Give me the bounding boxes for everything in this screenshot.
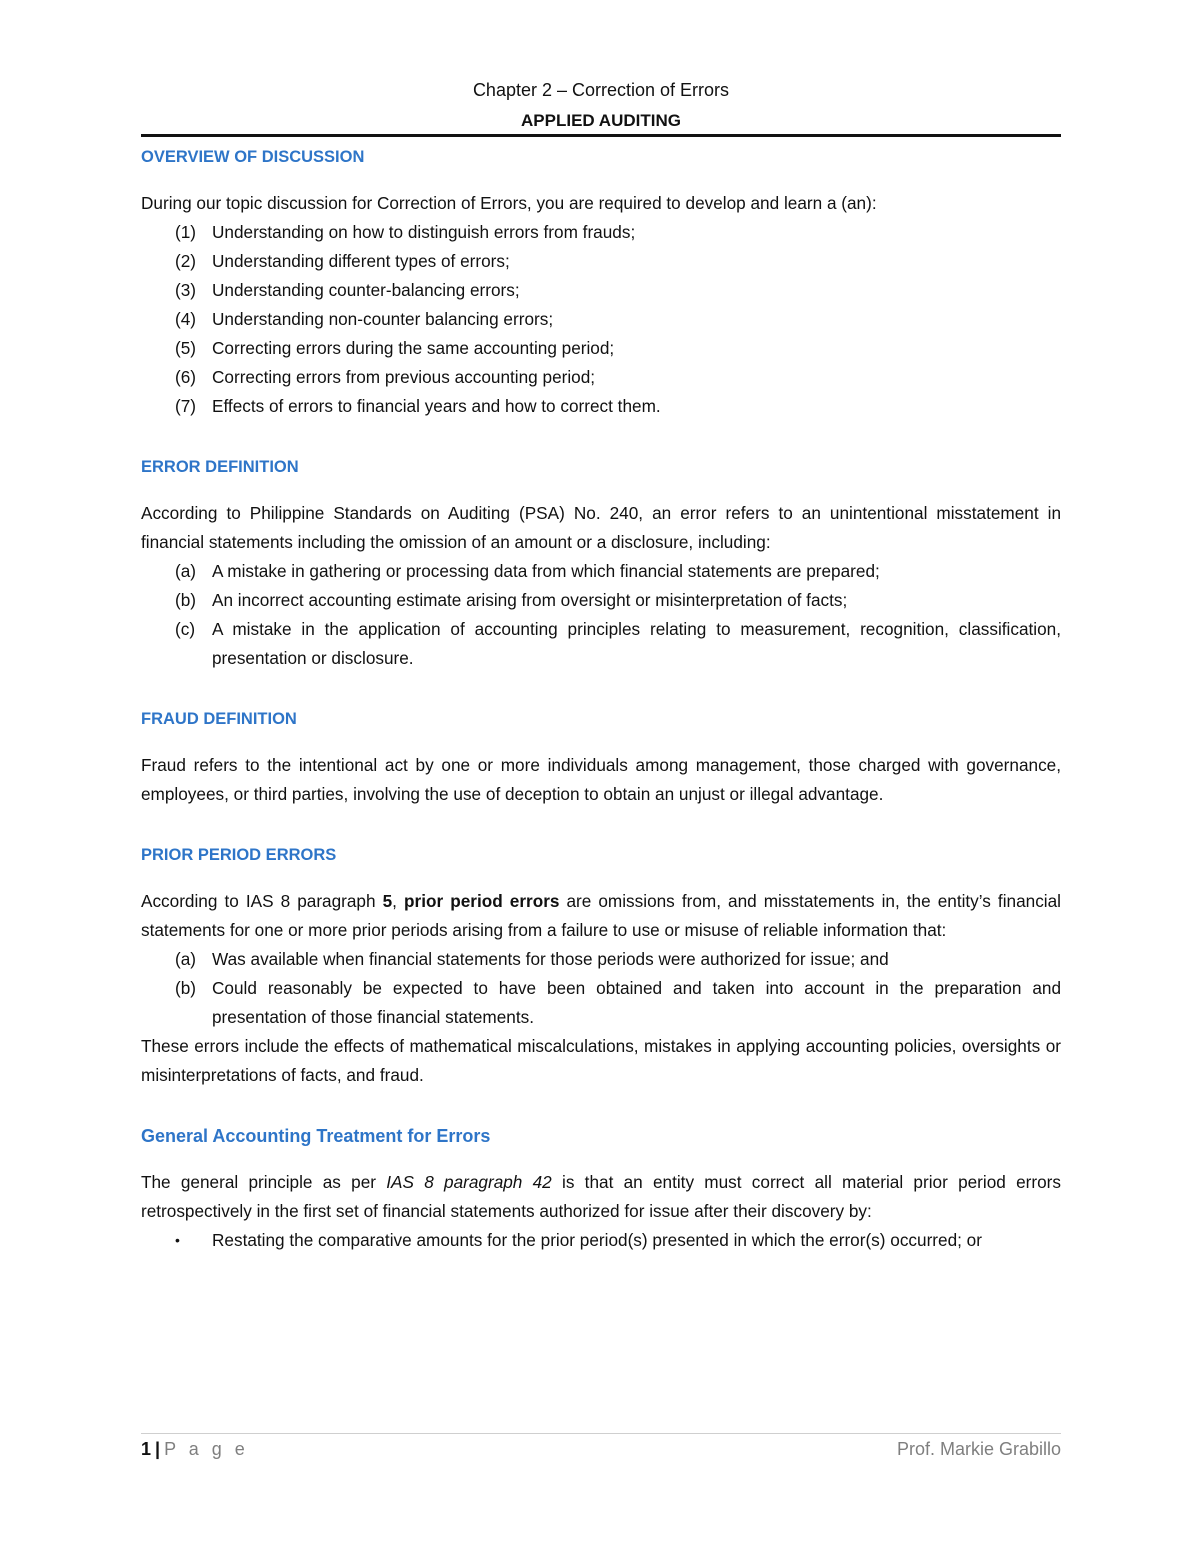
list-item	[141, 974, 1061, 1032]
list-item-text: Understanding non-counter balancing errors;	[212, 309, 554, 329]
page-indicator	[141, 1436, 249, 1462]
overview-list	[141, 218, 1061, 421]
bullet-icon: •	[175, 1232, 180, 1248]
prior-period-errors-list	[141, 945, 1061, 1032]
spacer	[141, 673, 1061, 705]
list-item-text: An incorrect accounting estimate arising from oversight or misinterpretation of facts;	[212, 590, 848, 610]
author-name: Prof. Markie Grabillo	[896, 1439, 1061, 1459]
list-item	[141, 615, 1061, 673]
prior-period-errors-intro	[141, 887, 1061, 945]
overview-intro: During our topic discussion for Correction of Errors, you are required to develop and learn a (an):	[141, 193, 877, 213]
list-item	[141, 1226, 1061, 1255]
fraud-definition-heading: FRAUD DEFINITION	[141, 710, 297, 728]
list-marker: (6)	[175, 367, 197, 387]
spacer	[141, 1090, 1061, 1122]
overview-heading: OVERVIEW OF DISCUSSION	[141, 148, 365, 166]
list-item-text: Correcting errors during the same accounting period;	[212, 338, 615, 358]
list-item-text: Understanding different types of errors;	[212, 251, 510, 271]
page-word: P a g e	[164, 1439, 249, 1459]
page-content	[141, 143, 1061, 1255]
intro-text: ,	[392, 891, 404, 911]
list-marker: (b)	[175, 590, 197, 610]
spacer	[141, 809, 1061, 841]
chapter-title: Chapter 2 – Correction of Errors	[472, 80, 730, 100]
list-item	[141, 363, 1061, 392]
list-item	[141, 586, 1061, 615]
list-item	[141, 392, 1061, 421]
list-marker: (5)	[175, 338, 197, 358]
paragraph-number: 5	[382, 891, 393, 911]
list-item-text: Restating the comparative amounts for the prior period(s) presented in which the error(s) occurred; or	[212, 1230, 982, 1250]
intro-text: is that an entity must correct all material prior period errors retrospectively in the first set of financial statements authorized for issue after their discovery by:	[141, 1172, 1061, 1221]
list-item-text: Correcting errors from previous accounting period;	[212, 367, 596, 387]
error-definition-list	[141, 557, 1061, 673]
list-item-text: A mistake in the application of accounting principles relating to measurement, recognition, classification, presentation or disclosure.	[212, 619, 1061, 668]
intro-text: The general principle as per	[141, 1172, 387, 1192]
list-item	[141, 305, 1061, 334]
list-item	[141, 557, 1061, 586]
list-item-text: Effects of errors to financial years and how to correct them.	[212, 396, 661, 416]
standard-reference: IAS 8 paragraph 42	[386, 1172, 552, 1192]
list-item-text: Could reasonably be expected to have been obtained and taken into account in the preparation and presentation of those financial statements.	[212, 978, 1061, 1027]
prior-period-errors-closing: These errors include the effects of mathematical miscalculations, mistakes in applying accounting policies, oversights or misinterpretations of facts, and fraud.	[141, 1036, 1061, 1085]
list-item-text: A mistake in gathering or processing data from which financial statements are prepared;	[212, 561, 880, 581]
list-marker: (2)	[175, 251, 197, 271]
list-marker: (3)	[175, 280, 197, 300]
list-item	[141, 247, 1061, 276]
header-divider	[141, 134, 1061, 137]
error-definition-intro: According to Philippine Standards on Auditing (PSA) No. 240, an error refers to an unintentional misstatement in financial statements including the omission of an amount or a disclosure, including:	[141, 503, 1061, 552]
intro-text: are omissions from, and misstatements in, the entity’s financial statements for one or more prior periods arising from a failure to use or misuse of reliable information that:	[141, 891, 1061, 940]
error-definition-heading: ERROR DEFINITION	[141, 458, 299, 476]
general-treatment-bullets	[141, 1226, 1061, 1255]
list-item	[141, 945, 1061, 974]
fraud-definition-text: Fraud refers to the intentional act by one or more individuals among management, those charged with governance, employees, or third parties, involving the use of deception to obtain an unjust or illegal advantage.	[141, 755, 1061, 804]
list-marker: (4)	[175, 309, 197, 329]
list-item-text: Understanding on how to distinguish errors from frauds;	[212, 222, 636, 242]
page-separator: |	[155, 1439, 161, 1459]
spacer	[141, 421, 1061, 453]
footer-divider	[141, 1433, 1061, 1434]
prior-period-errors-heading: PRIOR PERIOD ERRORS	[141, 846, 337, 864]
page-number: 1	[141, 1439, 152, 1459]
page-footer	[141, 1436, 1061, 1462]
list-item	[141, 334, 1061, 363]
list-marker: (c)	[175, 619, 196, 639]
intro-text: According to IAS 8 paragraph	[141, 891, 383, 911]
list-marker: (b)	[175, 978, 197, 998]
page-header	[141, 76, 1061, 135]
subject-title: APPLIED AUDITING	[521, 111, 681, 130]
list-item	[141, 218, 1061, 247]
list-item	[141, 276, 1061, 305]
defined-term: prior period errors	[404, 891, 560, 911]
general-treatment-heading: General Accounting Treatment for Errors	[141, 1126, 491, 1146]
list-item-text: Understanding counter-balancing errors;	[212, 280, 520, 300]
list-marker: (7)	[175, 396, 197, 416]
list-marker: (1)	[175, 222, 197, 242]
list-marker: (a)	[175, 561, 197, 581]
list-marker: (a)	[175, 949, 197, 969]
list-item-text: Was available when financial statements for those periods were authorized for issue; and	[212, 949, 889, 969]
general-treatment-intro	[141, 1168, 1061, 1226]
